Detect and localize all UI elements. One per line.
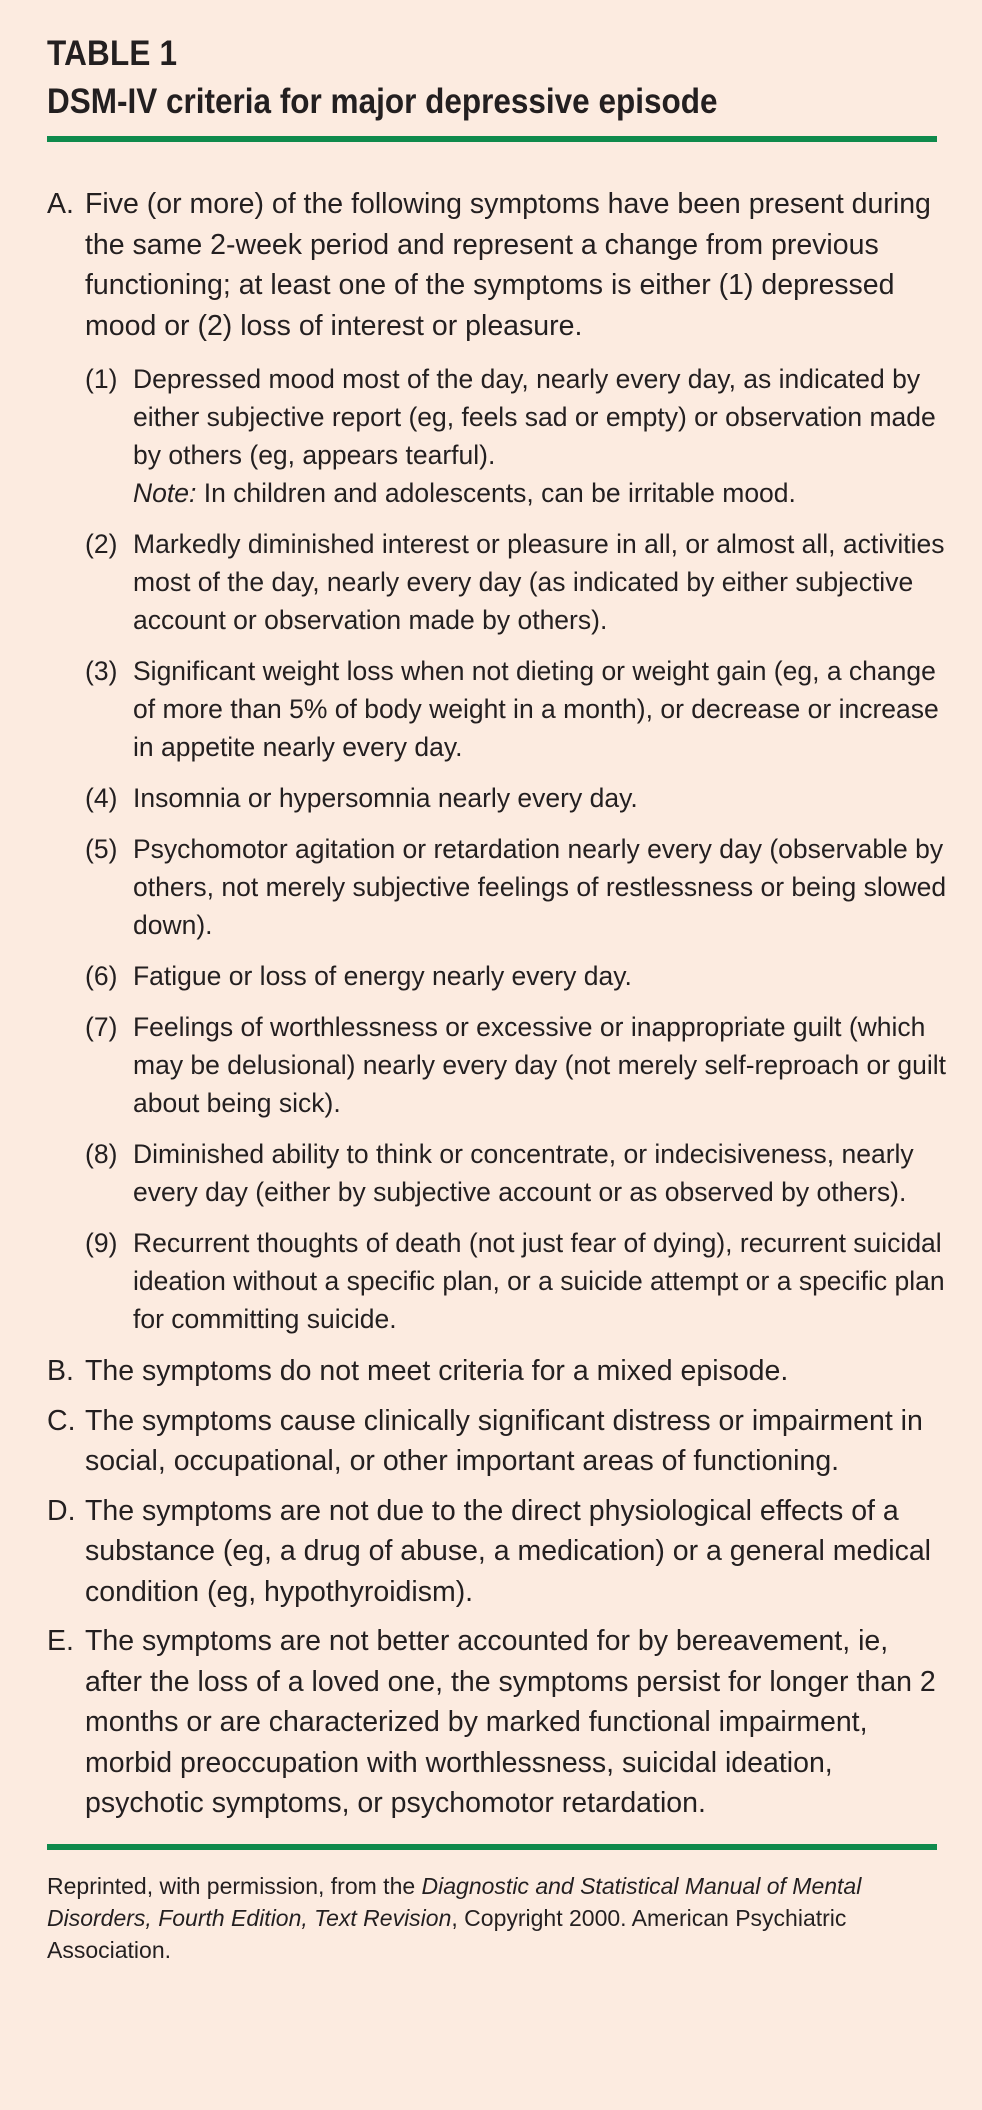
symptom-item bbox=[47, 525, 959, 639]
symptom-item bbox=[47, 830, 959, 944]
symptom-item bbox=[47, 957, 959, 995]
symptom-item bbox=[47, 1135, 959, 1211]
note-text: In children and adolescents, can be irritable mood. bbox=[196, 478, 796, 508]
symptom-text: Psychomotor agitation or retardation nearly every day (observable by others, not merely subjective feelings of restlessness or being slowed down). bbox=[133, 834, 947, 940]
symptom-number: (7) bbox=[85, 1012, 118, 1042]
table-title: DSM-IV criteria for major depressive episode bbox=[47, 82, 718, 121]
table-panel bbox=[47, 30, 947, 1966]
symptom-item bbox=[47, 779, 959, 817]
symptom-number: (6) bbox=[85, 961, 118, 991]
symptom-number: (2) bbox=[85, 529, 118, 559]
symptom-text: Markedly diminished interest or pleasure in all, or almost all, activities most of the day, nearly every day (as indicated by either subjective account or observation made by others). bbox=[133, 529, 945, 635]
criterion-d bbox=[47, 1491, 937, 1613]
symptom-item bbox=[47, 1224, 959, 1338]
table-label: TABLE 1 bbox=[47, 34, 178, 73]
symptom-number: (8) bbox=[85, 1139, 118, 1169]
footnote-suffix: , Copyright 2000. American Psychiatric Association. bbox=[47, 1904, 847, 1963]
criterion-text: Five (or more) of the following symptoms have been present during the same 2-week period and represent a change from previous functioning; at least one of the symptoms is either (1) depressed mood or (2) loss of interest or pleasure. bbox=[85, 188, 931, 342]
symptom-item bbox=[47, 1008, 959, 1122]
symptom-text: Recurrent thoughts of death (not just fear of dying), recurrent suicidal ideation without a specific plan, or a suicide attempt or a specific plan for committing suicide. bbox=[133, 1228, 945, 1334]
criterion-letter: D. bbox=[47, 1494, 76, 1527]
symptom-text: Diminished ability to think or concentrate, or indecisiveness, nearly every day (either by subjective account or as observed by others). bbox=[133, 1139, 914, 1207]
symptom-number: (4) bbox=[85, 783, 118, 813]
top-rule bbox=[47, 136, 937, 142]
symptom-text: Fatigue or loss of energy nearly every day. bbox=[133, 961, 632, 991]
criterion-text: The symptoms are not due to the direct physiological effects of a substance (eg, a drug of abuse, a medication) or a general medical condition (eg, hypothyroidism). bbox=[85, 1494, 931, 1608]
footnote-source-title: Diagnostic and Statistical Manual of Mental Disorders, Fourth Edition, Text Revision bbox=[47, 1872, 862, 1931]
criterion-text: The symptoms are not better accounted for by bereavement, ie, after the loss of a loved one, the symptoms persist for longer than 2 months or are characterized by marked functional impairment, morbid preoccupation with worthlessness, suicidal ideation, psychotic symptoms, or psychomotor retardation. bbox=[85, 1625, 936, 1819]
symptom-text: Depressed mood most of the day, nearly every day, as indicated by either subjective report (eg, feels sad or empty) or observation made by others (eg, appears tearful). bbox=[133, 364, 936, 470]
symptom-list bbox=[85, 360, 947, 1338]
criterion-letter: C. bbox=[47, 1404, 76, 1437]
criterion-letter: B. bbox=[47, 1355, 74, 1387]
symptom-text: Feelings of worthlessness or excessive or inappropriate guilt (which may be delusional) nearly every day (not merely self-reproach or guilt about being sick). bbox=[133, 1012, 947, 1118]
symptom-text: Insomnia or hypersomnia nearly every day. bbox=[133, 783, 638, 813]
criterion-letter: E. bbox=[47, 1625, 74, 1657]
symptom-number: (9) bbox=[85, 1228, 118, 1258]
symptom-number: (1) bbox=[85, 364, 118, 394]
symptom-text: Significant weight loss when not dieting or weight gain (eg, a change of more than 5% of body weight in a month), or decrease or increase in appetite nearly every day. bbox=[133, 656, 939, 762]
symptom-number: (5) bbox=[85, 834, 118, 864]
symptom-number: (3) bbox=[85, 656, 118, 686]
symptom-item bbox=[47, 360, 959, 512]
criterion-e bbox=[47, 1621, 937, 1824]
source-footnote bbox=[47, 1870, 907, 1966]
symptom-item bbox=[47, 652, 959, 766]
footnote-prefix: Reprinted, with permission, from the bbox=[47, 1872, 422, 1899]
criterion-letter: A. bbox=[47, 188, 74, 220]
criterion-text: The symptoms do not meet criteria for a mixed episode. bbox=[85, 1355, 789, 1387]
criterion-a bbox=[47, 184, 947, 1338]
criterion-text: The symptoms cause clinically significant distress or impairment in social, occupational, or other important areas of functioning. bbox=[85, 1404, 923, 1477]
criterion-b bbox=[47, 1351, 937, 1392]
criteria-list bbox=[47, 184, 947, 1824]
bottom-rule bbox=[47, 1844, 937, 1850]
note-label: Note: bbox=[133, 478, 197, 508]
criterion-c bbox=[47, 1401, 937, 1482]
